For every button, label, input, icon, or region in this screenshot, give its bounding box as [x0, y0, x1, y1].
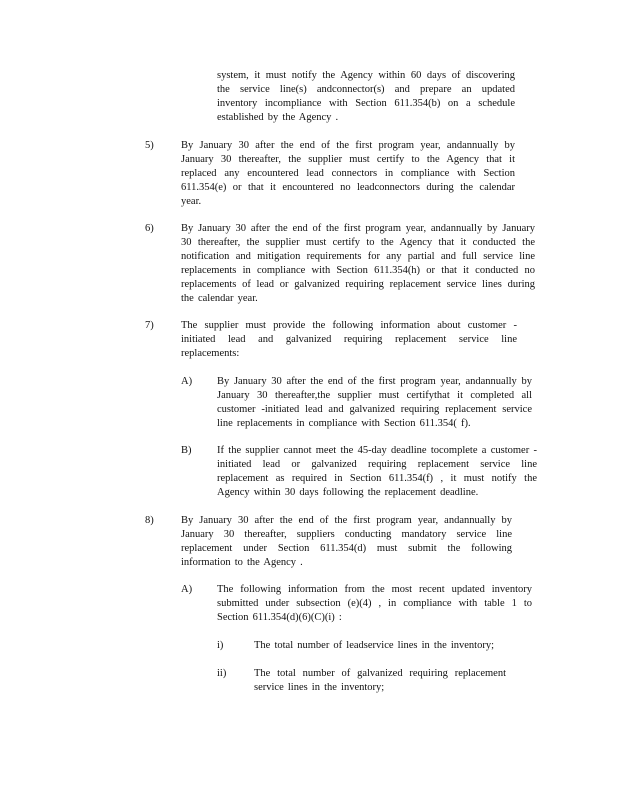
item-8a-marker: A): [181, 584, 193, 595]
continued-paragraph: system, it must notify the Agency within 60 days of discovering the service line(s) andconnector(s) and prepare an updated inventory incompliance with Section 611.354(b) on a schedule established by the Agency .: [217, 70, 515, 123]
item-8a-ii-marker: ii): [217, 668, 227, 679]
item-7b-marker: B): [181, 445, 192, 456]
item-6-marker: 6): [145, 223, 154, 234]
item-7b-text: If the supplier cannot meet the 45-day deadline tocomplete a customer -initiated lead or galvanized requiring replacement service line replacement as required in Section 611.354(f) , it must notify the Agency within 30 days following the replacement deadline.: [217, 445, 537, 498]
item-5-text: By January 30 after the end of the first program year, andannually by January 30 thereafter, the supplier must certify to the Agency that it replaced any encountered lead connectors in compliance with Section 611.354(e) or that it encountered no leadconnectors during the calendar year.: [181, 140, 515, 207]
item-6-text: By January 30 after the end of the first program year, andannually by January 30 thereafter, the supplier must certify to the Agency that it conducted the notification and mitigation requirements for any partial and full service line replacements in compliance with Section 611.354(h) or that it conducted no replacements of lead or galvanized requiring replacement service lines during the calendar year.: [181, 223, 535, 304]
item-8a-i-text: The total number of leadservice lines in the inventory;: [254, 640, 495, 651]
item-7-text: The supplier must provide the following information about customer - initiated lead and galvanized requiring replacement service line replacements:: [181, 320, 517, 359]
item-7-marker: 7): [145, 320, 154, 331]
item-8a-ii-text: The total number of galvanized requiring replacement service lines in the inventory;: [254, 668, 506, 693]
item-8a-i-marker: i): [217, 640, 224, 651]
item-7a-marker: A): [181, 376, 193, 387]
item-8-marker: 8): [145, 515, 154, 526]
item-7a-text: By January 30 after the end of the first program year, andannually by January 30 thereafter,the supplier must certifythat it completed all customer -initiated lead and galvanized requiring replacement service line replacements in compliance with Section 611.354( f).: [217, 376, 532, 429]
item-8-text: By January 30 after the end of the first program year, andannually by January 30 thereafter, suppliers conducting mandatory service line replacement under Section 611.354(d) must submit the following information to the Agency .: [181, 515, 512, 568]
item-8a-text: The following information from the most recent updated inventory submitted under subsection (e)(4) , in compliance with table 1 to Section 611.354(d)(6)(C)(i) :: [217, 584, 532, 623]
item-5-marker: 5): [145, 140, 154, 151]
